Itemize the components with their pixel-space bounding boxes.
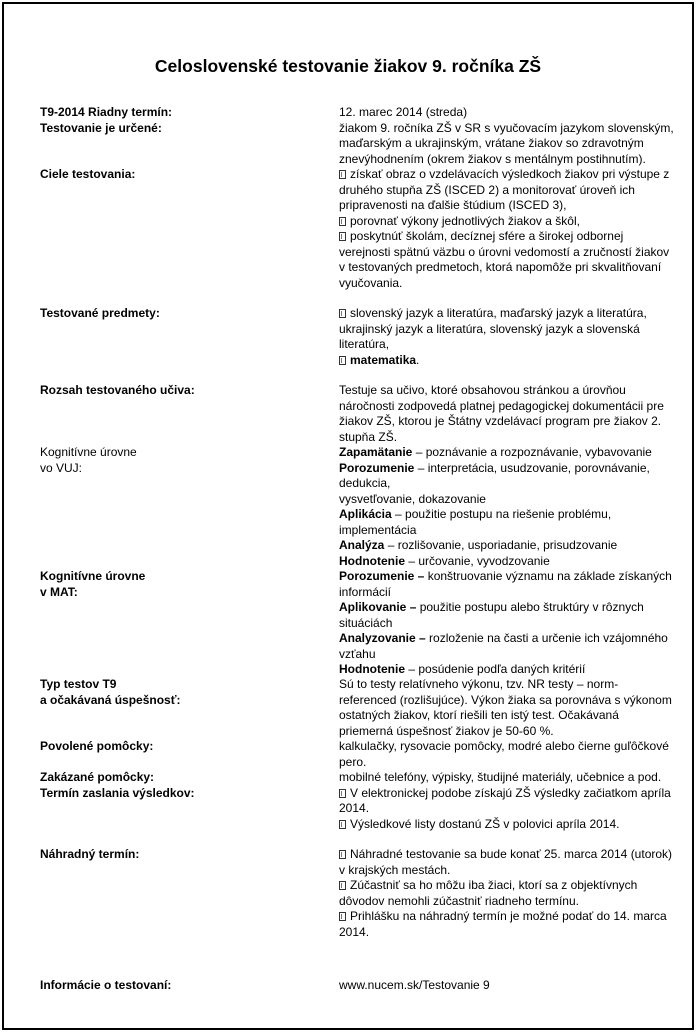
text-line: znevýhodnením (okrem žiakov s mentálnym postihnutím). xyxy=(339,151,646,166)
label-cognitive-levels-mat: Kognitívne úrovne v MAT: xyxy=(40,569,146,599)
text-line: ukrajinský jazyk a literatúra, slovenský jazyk a slovenská xyxy=(339,321,640,336)
label-testing-info: Informácie o testovaní: xyxy=(40,978,172,992)
checkbox-icon xyxy=(339,881,346,890)
text-line: verejnosti spätnú väzbu o úrovni vedomostí a zručností žiakov xyxy=(339,244,670,259)
text-line: Aplikovanie – použitie postupu alebo štruktúry v rôznych xyxy=(339,600,644,614)
label-results-date: Termín zaslania výsledkov: xyxy=(40,785,195,800)
value-regular-term xyxy=(339,105,675,121)
value-cognitive-levels-mat xyxy=(339,569,675,678)
text-line: Aplikácia – použitie postupu na riešenie problému, xyxy=(339,507,612,521)
checkbox-icon xyxy=(339,309,346,318)
value-substitute-term xyxy=(339,847,675,940)
text-line: ostatných žiakov, ktorí riešili ten istý test. Očakávaná xyxy=(339,708,619,722)
value-tested-subjects xyxy=(339,306,675,368)
info-link[interactable]: www.nucem.sk/Testovanie 9 xyxy=(339,978,490,992)
text-line: náročnosti zodpovedá platnej pedagogickej dokumentácii pre xyxy=(339,398,664,413)
document-page xyxy=(2,2,694,1030)
text-line: Porozumenie – konštruovanie významu na základe získaných xyxy=(339,569,672,583)
text-line: Náhradné testovanie sa bude konať 25. marca 2014 (utorok) xyxy=(339,847,675,863)
value-forbidden-aids xyxy=(339,770,675,786)
text-line: vyučovania. xyxy=(339,275,403,290)
text-line: V elektronickej podobe získajú ZŠ výsledky začiatkom apríla xyxy=(339,786,675,802)
text-line: Testuje sa učivo, ktoré obsahovou stránkou a úrovňou xyxy=(339,383,626,397)
label-allowed-aids: Povolené pomôcky: xyxy=(40,739,154,753)
label-forbidden-aids: Zakázané pomôcky: xyxy=(40,770,155,784)
value-cognitive-levels-vuj xyxy=(339,445,675,569)
text-line: kalkulačky, rysovacie pomôcky, modré alebo čierne guľôčkové xyxy=(339,739,669,753)
text-line: žiakom 9. ročníka ZŠ v SR s vyučovacím jazykom slovenským, xyxy=(339,120,674,135)
text-line: literatúra, xyxy=(339,337,390,351)
text-line: referenced (rozlišujúce). Výkon žiaka sa porovnáva s výkonom xyxy=(339,692,672,707)
label-intended-for: Testovanie je určené: xyxy=(40,120,162,135)
label-curriculum-scope: Rozsah testovaného učiva: xyxy=(40,383,195,397)
text-line: Sú to testy relatívneho výkonu, tzv. NR testy – norm- xyxy=(339,677,619,691)
label-cognitive-levels-vuj: Kognitívne úrovne vo VUJ: xyxy=(40,445,137,475)
value-curriculum-scope xyxy=(339,383,675,445)
label-test-type: Typ testov T9 a očakávaná úspešnosť: xyxy=(40,677,181,707)
text-line: pero. xyxy=(339,754,367,769)
label-tested-subjects: Testované predmety: xyxy=(40,306,160,320)
text-line: Porozumenie – interpretácia, usudzovanie, porovnávanie, xyxy=(339,460,650,475)
text-line: matematika. xyxy=(339,353,675,369)
text-line: dôvodov nemohli zúčastniť riadneho termínu. xyxy=(339,893,579,908)
text-line: 2014. xyxy=(339,924,370,939)
text-line: implementácia xyxy=(339,522,417,537)
text-line: Analýza – rozlišovanie, usporiadanie, prisudzovanie xyxy=(339,538,618,552)
text-line: Analyzovanie – rozloženie na časti a určenie ich vzájomného xyxy=(339,631,668,645)
text-line: vysvetľovanie, dokazovanie xyxy=(339,491,486,506)
value-testing-info xyxy=(339,978,675,994)
text-line: porovnať výkony jednotlivých žiakov a škôl, xyxy=(339,214,675,230)
text-line: Hodnotenie – určovanie, vyvodzovanie xyxy=(339,553,550,568)
label-regular-term: T9-2014 Riadny termín: xyxy=(40,105,173,119)
text-line: dedukcia, xyxy=(339,476,391,490)
text-line: pripravenosti na ďalšie štúdium (ISCED 3), xyxy=(339,198,567,212)
text-line: vzťahu xyxy=(339,646,376,661)
text-line: priemerná úspešnosť žiakov je 50-60 %. xyxy=(339,723,554,738)
text-line: maďarským a ukrajinským, vrátane žiakov so zdravotným xyxy=(339,136,644,150)
text-line: poskytnúť školám, decíznej sfére a širokej odbornej xyxy=(339,229,675,245)
text-line: Hodnotenie – posúdenie podľa daných kritérií xyxy=(339,662,586,676)
checkbox-icon xyxy=(339,912,346,921)
text-line: Prihlášku na náhradný termín je možné podať do 14. marca xyxy=(339,909,675,925)
checkbox-icon xyxy=(339,820,346,829)
text-line: 2014. xyxy=(339,801,370,815)
value-intended-for xyxy=(339,121,675,168)
text-line: žiakov ZŠ, ktorou je Štátny vzdelávací program pre žiakov 2. xyxy=(339,414,662,428)
text-line: v krajských mestách. xyxy=(339,862,451,877)
text-line: Zúčastniť sa ho môžu iba žiaci, ktorí sa z objektívnych xyxy=(339,878,675,894)
text-line: mobilné telefóny, výpisky, študijné materiály, učebnice a pod. xyxy=(339,770,662,784)
text-line: 12. marec 2014 (streda) xyxy=(339,105,468,119)
value-test-type xyxy=(339,677,675,739)
value-results-date xyxy=(339,786,675,833)
checkbox-icon xyxy=(339,232,346,241)
checkbox-icon xyxy=(339,789,346,798)
text-line: získať obraz o vzdelávacích výsledkoch žiakov pri výstupe z xyxy=(339,167,675,183)
text-line: informácií xyxy=(339,584,392,599)
label-testing-goals: Ciele testovania: xyxy=(40,167,136,181)
text-line: druhého stupňa ZŠ (ISCED 2) a monitorovať úroveň ich xyxy=(339,182,635,197)
page-title: Celoslovenské testovanie žiakov 9. ročníka ZŠ xyxy=(154,56,542,76)
text-line: v testovaných predmetoch, ktorá napomôže pri skvalitňovaní xyxy=(339,260,662,274)
text-line: situáciách xyxy=(339,615,393,630)
checkbox-icon xyxy=(339,850,346,859)
label-substitute-term: Náhradný termín: xyxy=(40,847,140,861)
text-line: slovenský jazyk a literatúra, maďarský jazyk a literatúra, xyxy=(339,306,675,322)
text-line: Zapamätanie – poznávanie a rozpoznávanie, vybavovanie xyxy=(339,445,652,459)
value-allowed-aids xyxy=(339,739,675,770)
text-line: Výsledkové listy dostanú ZŠ v polovici apríla 2014. xyxy=(339,817,675,833)
checkbox-icon xyxy=(339,170,346,179)
checkbox-icon xyxy=(339,217,346,226)
value-testing-goals xyxy=(339,167,675,291)
checkbox-icon xyxy=(339,356,346,365)
text-line: stupňa ZŠ. xyxy=(339,429,398,444)
